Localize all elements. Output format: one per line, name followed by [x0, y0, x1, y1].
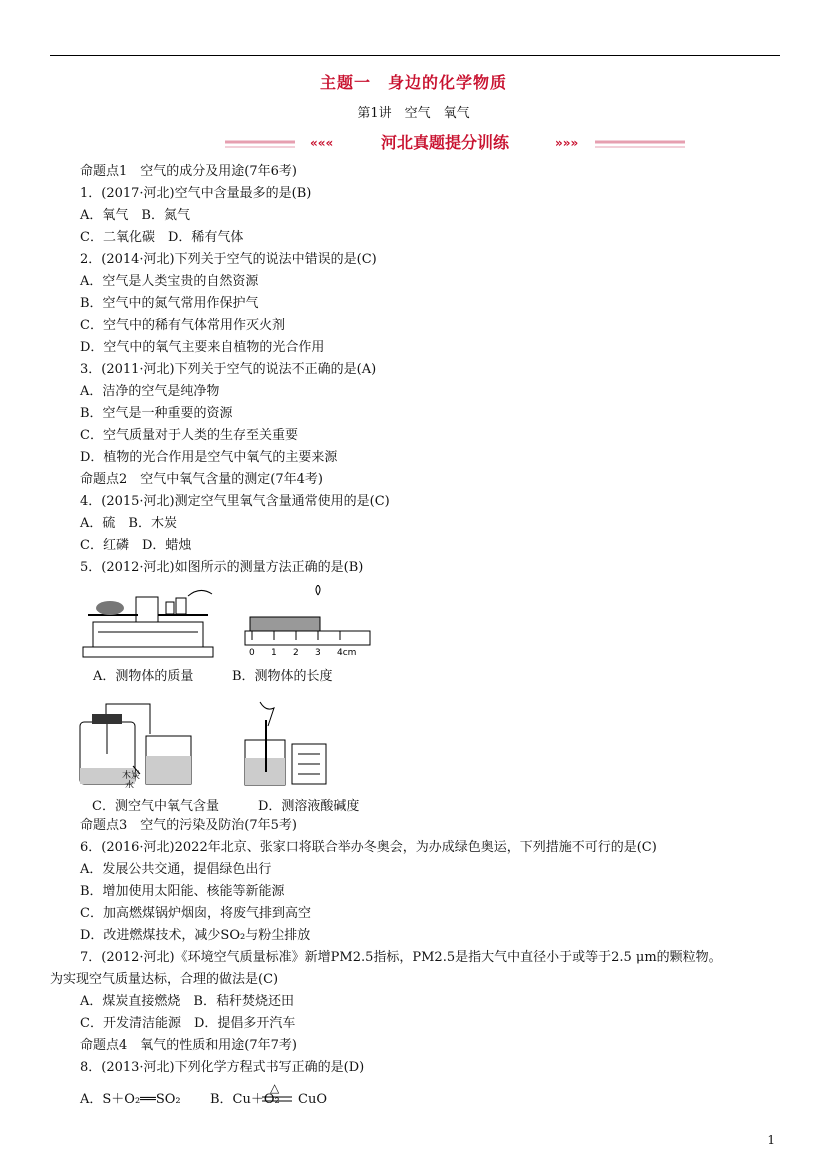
svg-text:»»»: »»» — [555, 136, 579, 150]
caption-a: A．测物体的质量 — [93, 669, 194, 684]
question-4: 4．(2015·河北)测定空气里氧气含量通常使用的是(C) — [80, 494, 390, 509]
topic-heading: 命题点3 空气的污染及防治(7年5考) — [80, 818, 297, 833]
equation-b: B．Cu＋O₂ — [210, 1092, 280, 1107]
ruler-tick-4: 4cm — [337, 648, 357, 658]
ruler-figure — [240, 585, 375, 665]
caption-b: B．测物体的长度 — [232, 669, 333, 684]
option-line: D．空气中的氧气主要来自植物的光合作用 — [80, 340, 325, 355]
section-banner — [225, 130, 685, 154]
topic-heading: 命题点2 空气中氧气含量的测定(7年4考) — [80, 472, 323, 487]
question-7-cont: 为实现空气质量达标，合理的做法是(C) — [50, 972, 279, 987]
ruler-tick-3: 3 — [315, 648, 321, 658]
topic-heading: 命题点4 氧气的性质和用途(7年7考) — [80, 1038, 297, 1053]
lesson-subtitle: 第1讲 空气 氧气 — [357, 106, 470, 121]
header-rule — [50, 55, 780, 56]
option-line: C．空气中的稀有气体常用作灭火剂 — [80, 318, 285, 333]
question-3: 3．(2011·河北)下列关于空气的说法不正确的是(A) — [80, 362, 377, 377]
question-2: 2．(2014·河北)下列关于空气的说法中错误的是(C) — [80, 252, 377, 267]
question-6: 6．(2016·河北)2022年北京、张家口将联合举办冬奥会，为办成绿色奥运，下列措施不可行的是(C) — [80, 840, 657, 855]
page-number: 1 — [767, 1133, 775, 1147]
banner-text: 河北真题提分训练 — [380, 133, 510, 152]
option-line: C．空气质量对于人类的生存至关重要 — [80, 428, 298, 443]
topic-heading: 命题点1 空气的成分及用途(7年6考) — [80, 164, 297, 179]
option-line: A．空气是人类宝贵的自然资源 — [80, 274, 259, 289]
option-line: A．煤炭直接燃烧 B．秸秆焚烧还田 — [80, 994, 294, 1009]
equation-b-product: CuO — [298, 1092, 327, 1107]
option-line: C．开发清洁能源 D．提倡多开汽车 — [80, 1016, 296, 1031]
equation-a: A．S＋O₂══SO₂ — [80, 1092, 181, 1107]
option-line: B．空气是一种重要的资源 — [80, 406, 233, 421]
oxygen-apparatus-figure — [78, 700, 198, 788]
option-line: A．发展公共交通，提倡绿色出行 — [80, 862, 272, 877]
heat-symbol: △ — [270, 1081, 280, 1095]
page-title: 主题一 身边的化学物质 — [319, 73, 507, 92]
option-line: C．二氧化碳 D．稀有气体 — [80, 230, 244, 245]
caption-c: C．测空气中氧气含量 — [92, 799, 219, 814]
ruler-tick-0: 0 — [249, 648, 255, 658]
option-line: D．植物的光合作用是空气中氧气的主要来源 — [80, 450, 338, 465]
svg-text:«««: ««« — [310, 136, 334, 150]
option-line: A．洁净的空气是纯净物 — [80, 384, 220, 399]
option-line: D．改进燃煤技术，减少SO₂与粉尘排放 — [80, 928, 311, 943]
option-line: A．硫 B．木炭 — [80, 516, 177, 531]
question-7: 7．(2012·河北)《环境空气质量标准》新增PM2.5指标，PM2.5是指大气中直径小于或等于2.5 μm的颗粒物。 — [80, 950, 722, 965]
label-water: 水 — [125, 781, 135, 788]
ruler-tick-1: 1 — [271, 648, 277, 658]
option-line: A．氧气 B．氮气 — [80, 208, 190, 223]
option-line: C．红磷 D．蜡烛 — [80, 538, 192, 553]
option-line: B．空气中的氮气常用作保护气 — [80, 296, 259, 311]
balance-figure — [78, 582, 218, 662]
question-5: 5．(2012·河北)如图所示的测量方法正确的是(B) — [80, 560, 364, 575]
option-line: C．加高燃煤锅炉烟囱，将废气排到高空 — [80, 906, 311, 921]
question-8: 8．(2013·河北)下列化学方程式书写正确的是(D) — [80, 1060, 365, 1075]
label-charcoal: 木炭 — [122, 771, 141, 781]
equals-sign — [262, 1094, 292, 1104]
caption-d: D．测溶液酸碱度 — [258, 799, 360, 814]
question-1: 1．(2017·河北)空气中含量最多的是(B) — [80, 186, 312, 201]
option-line: B．增加使用太阳能、核能等新能源 — [80, 884, 285, 899]
ruler-tick-2: 2 — [293, 648, 299, 658]
ph-test-figure — [240, 700, 340, 788]
